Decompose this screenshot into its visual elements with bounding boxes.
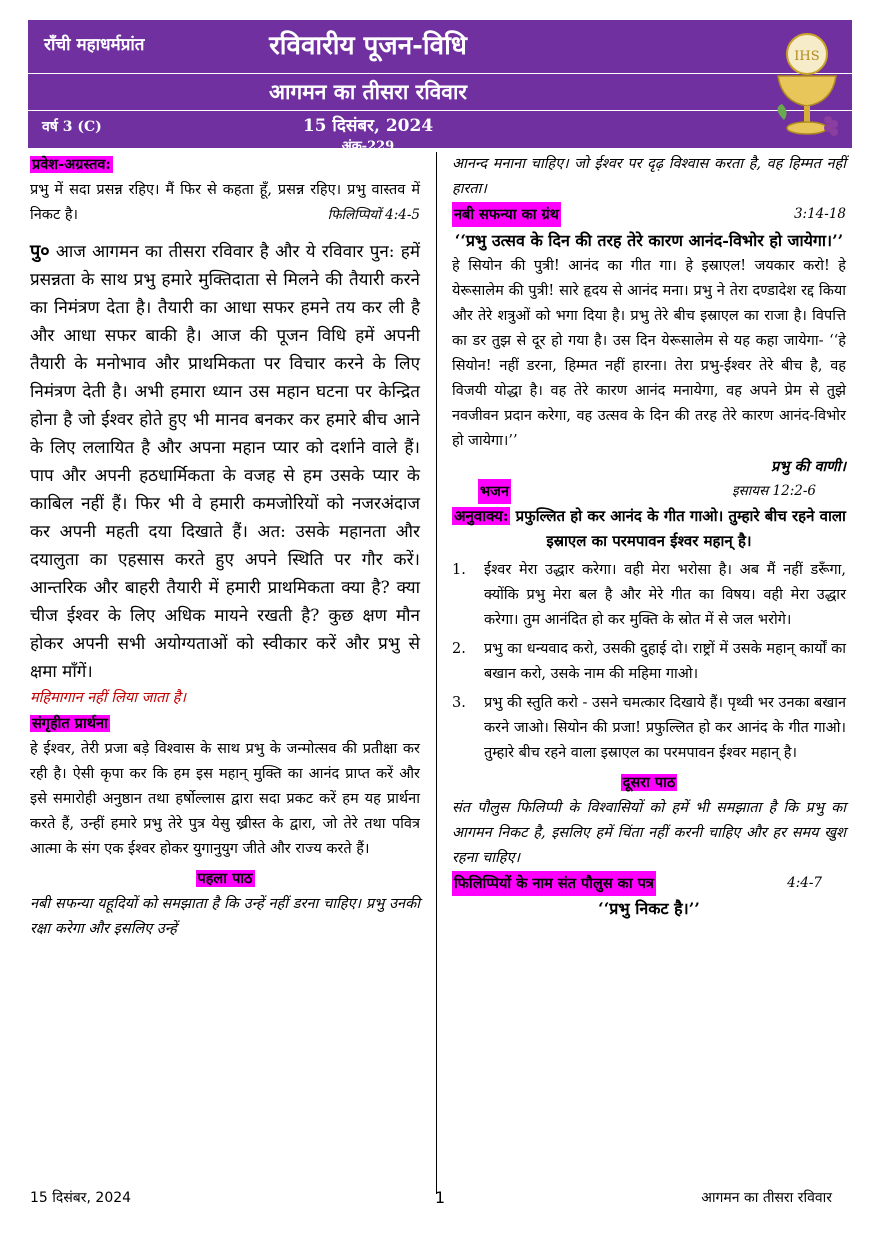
letter-key-verse: ‘‘प्रभु निकट है।’’ [598, 899, 700, 918]
page-number: 1 [434, 1188, 446, 1207]
collect-heading: संगृहीत प्रार्थना [32, 715, 108, 732]
introduction [30, 238, 420, 686]
chalice-monogram: IHS [794, 49, 820, 64]
psalm-verse: 3. प्रभु की स्तुति करो - उसने चमत्कार दिखाये हैं। पृथ्वी भर उनका बखान करने जाओ। सियोन की प्रजा! प्रफुल्लित हो कर आनंद के गीत गाओ। तुम्हारे बीच रहने वाला इस्राएल का परमपावन ईश्वर महान् है। [452, 695, 846, 761]
entrance-ref: फिलिप्पियों 4:4-5 [327, 207, 420, 223]
header-banner [28, 20, 852, 154]
left-column [30, 152, 420, 942]
gloria-note: महिमागान नहीं लिया जाता है। [30, 690, 186, 706]
issue-date: 15 दिसंबर, 2024 [302, 116, 434, 136]
entrance-heading: प्रवेश-अग्रस्तव: [32, 156, 111, 173]
page-subtitle: आगमन का तीसरा रविवार [268, 79, 468, 104]
book-ref: 3:14-18 [793, 206, 846, 222]
priest-mark: पु० [30, 241, 50, 262]
collect-text: हे ईश्वर, तेरी प्रजा बड़े विश्वास के साथ प्रभु के जन्मोत्सव की प्रतीक्षा कर रही है। ऐसी कृपा कर कि हम इस महान् मुक्ति का आनंद प्राप्त करें और इसे समारोही अनुष्ठान तथा हर्षोल्लास द्वारा सदा प्रकट करें हम यह प्रार्थना करते हैं, उन्हीं हमारे प्रभु तेरे पुत्र येसु ख्रीस्त के द्वारा, जो तेरे तथा पवित्र आत्मा के संग एक ईश्वर होकर युगानुयुग जीते और राज्य करते हैं। [30, 741, 420, 857]
book-heading: नबी सफन्या का ग्रंथ [452, 202, 561, 227]
psalm-row [452, 479, 846, 504]
footer-date: 15 दिसंबर, 2024 [30, 1190, 132, 1206]
column-divider [436, 152, 437, 1194]
word-of-lord: प्रभु की वाणी। [771, 458, 846, 475]
header-divider [28, 73, 852, 74]
psalm-verse: 1. ईश्वर मेरा उद्धार करेगा। वही मेरा भरोसा है। अब मैं नहीं डरूँगा, क्योंकि प्रभु मेरा बल है और मेरे गीत का विषय। वही मेरा उद्धार करेगा। तुम आनंदित हो कर मुक्ति के स्रोत में से जल भरोगे। [452, 562, 846, 628]
right-column [452, 152, 846, 921]
entrance-text: प्रभु में सदा प्रसन्न रहिए। मैं फिर से कहता हूँ, प्रसन्न रहिए। प्रभु वास्तव में निकट है। [30, 182, 420, 223]
reading-text: हे सियोन की पुत्री! आनंद का गीत गा। हे इस्राएल! जयकार करो! हे येरूसालेम की पुत्री! सारे हृदय से आनंद मना। प्रभु ने तेरा दण्डादेश रद्द किया और तेरे शत्रुओं को भगा दिया है। प्रभु तेरे बीच इस्राएल का राजा है। विपत्ति का डर तुझ से दूर हो गया है। उस दिन येरूसालेम से यह कहा जायेगा- ‘‘हे सियोन! नहीं डरना, हिम्मत नहीं हारना। तेरा प्रभु-ईश्वर तेरे बीच है, वह विजयी योद्धा है। वह तेरे कारण आनंद मनायेगा, वह अपने प्रेम से तुझे नवजीवन प्रदान करेगा, वह उत्सव के दिन की तरह तेरे कारण आनंद-विभोर हो जायेगा।’’ [452, 258, 846, 449]
second-reading-heading: दूसरा पाठ [622, 774, 676, 791]
entrance-antiphon [30, 152, 420, 228]
chalice-icon [768, 28, 846, 144]
letter-row [452, 871, 846, 896]
footer-title: आगमन का तीसरा रविवार [701, 1190, 832, 1206]
header-divider [28, 110, 852, 111]
response-text: प्रफुल्लित हो कर आनंद के गीत गाओ। तुम्हारे बीच रहने वाला इस्राएल का परमपावन ईश्वर महान् है। [515, 507, 846, 550]
issue-number: अंक-229 [341, 139, 395, 154]
diocese-name: राँची महाधर्मप्रांत [44, 35, 145, 55]
page-title: रविवारीय पूजन-विधि [269, 31, 467, 61]
first-reading-intro-continued: आनन्द मनाना चाहिए। जो ईश्वर पर दृढ़ विश्वास करता है, वह हिम्मत नहीं हारता। [452, 156, 846, 197]
first-reading-heading: पहला पाठ [197, 870, 253, 887]
second-reading-intro: संत पौलुस फिलिप्पी के विश्वासियों को हमें भी समझाता है कि प्रभु का आगमन निकट है, इसलिए हमें चिंता नहीं करनी चाहिए और हर समय खुश रहना चाहिए। [452, 800, 846, 866]
first-reading-intro: नबी सफन्या यहूदियों को समझाता है कि उन्हें नहीं डरना चाहिए। प्रभु उनकी रक्षा करेगा और इसलिए उन्हें [30, 896, 420, 937]
key-verse: ‘‘प्रभु उत्सव के दिन की तरह तेरे कारण आनंद-विभोर हो जायेगा।’’ [454, 231, 844, 250]
psalm-verses [452, 558, 846, 766]
psalm-response [452, 504, 846, 554]
psalm-verse: 2. प्रभु का धन्यवाद करो, उसकी दुहाई दो। राष्ट्रों में उसके महान् कार्यों का बखान करो, उसके नाम की महिमा गाओ। [452, 641, 846, 682]
letter-heading: फिलिप्पियों के नाम संत पौलुस का पत्र [452, 871, 656, 896]
letter-ref: 4:4-7 [787, 875, 822, 891]
reading-book-row [452, 202, 846, 227]
second-reading-header [452, 770, 846, 796]
psalm-heading: भजन [478, 479, 511, 504]
response-label: अनुवाक्य: [454, 507, 509, 525]
collect-section [30, 711, 420, 862]
first-reading-header [30, 866, 420, 892]
psalm-ref: इसायस 12:2-6 [732, 483, 816, 499]
liturgical-year: वर्ष 3 (C) [42, 119, 102, 135]
introduction-text: आज आगमन का तीसरा रविवार है और ये रविवार पुन: हमें प्रसन्नता के साथ प्रभु हमारे मुक्तिदाता से मिलने की तैयारी करने का निमंत्रण देता है। तैयारी का आधा सफर हमने तय कर ली है और आधा सफर बाकी है। आज की पूजन विधि हमें अपनी तैयारी के मनोभाव और प्राथमिकता पर विचार करने के लिए निमंत्रण देती है। अभी हमारा ध्यान उस महान घटना पर केन्द्रित होना है जो ईश्वर होते हुए भी मानव बनकर कर हमारे बीच आने के लिए ललायित है और अपना महान प्यार को दर्शाने वाले हैं। पाप और अपनी हठधार्मिकता के वजह से हम उसके प्यार के काबिल नहीं हैं। फिर भी वे हमारी कमजोरियों को नजरअंदाज कर अपनी महती दया दिखाते हैं। अत: उसके महानता और दयालुता का एहसास करते हुए अपने स्थिति पर गौर करें। आन्तरिक और बाहरी तैयारी में हमारी प्राथमिकता क्या है? क्या चीज ईश्वर के लिए अधिक मायने रखती है? कुछ क्षण मौन होकर अपनी सभी अयोग्यताओं को स्वीकार करें और प्रभु से क्षमा माँगें। [30, 242, 420, 682]
